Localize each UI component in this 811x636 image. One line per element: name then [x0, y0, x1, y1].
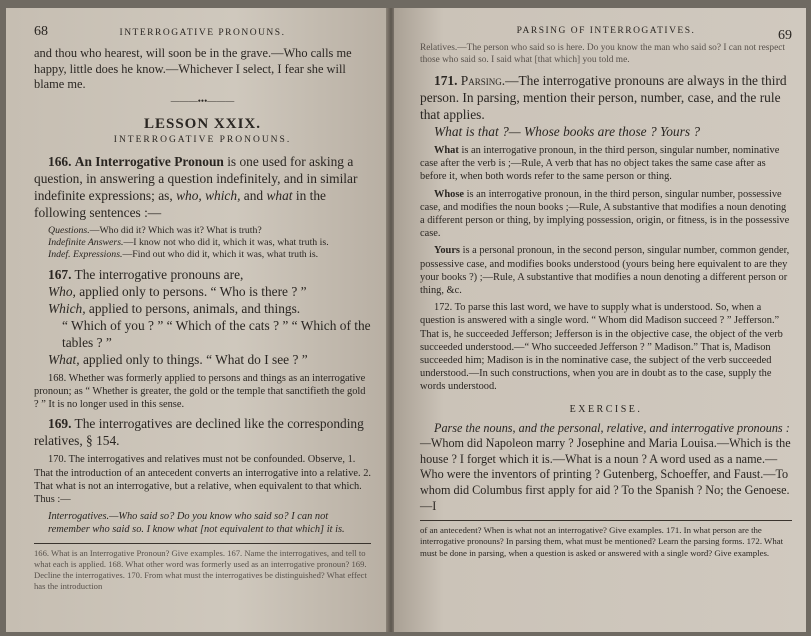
section-171: 171. Parsing.—The interrogative pronouns are always in the third person. In parsing, mention their person, number, case, and the rule that applies. — [420, 73, 787, 122]
right-page — [394, 8, 806, 632]
parse-whose: Whose is an interrogative pronoun, in the third person, singular number, possessive case, and modifies the noun books ;—Rule, A substantive that modifies a noun denoting a different person or thing, by implying possession, origin, or fitness, is in the possessive case. — [420, 188, 790, 240]
example-line: Indefinite Answers.—I know not who did it, which it was, what truth is. — [48, 236, 329, 248]
footnote-rule — [34, 543, 371, 544]
intro-line: blame me. — [34, 77, 86, 91]
what-entry: What, applied only to things. “ What do I see ? ” — [48, 351, 308, 367]
exercise-title: EXERCISE. — [569, 403, 643, 415]
section-167: 167. The interrogative pronouns are, — [48, 266, 244, 282]
example-line: Indef. Expressions.—Find out who did it, which it was, what truth is. — [48, 249, 319, 261]
intro-line: happy, little does he know.—Whichever I select, I fear she will — [34, 61, 346, 76]
exercise-text: Parse the nouns, and the personal, relative, and interrogative pronouns :—Whom did Napoleon marry ? Josephine and Maria Louisa.—Which is the house ? I forget which it is.—What is a noun ? A word used as a name.—Who were the inventors of printing ? Gutenberg, Schoeffer, and Faust.—To whom did Columbus first apply for aid ? To the Spanish ? No; the Genoese.—I — [420, 420, 791, 513]
parse-yours: Yours is a personal pronoun, in the second person, singular number, common gender, possessive case, and modifies books understood (yours being here equivalent to are they your books ?) ;—Rule, A substantive that modifies a noun denoting a different person or thing, &c. — [420, 245, 790, 297]
right-page-number: 69 — [778, 28, 792, 43]
parse-what: What is an interrogative pronoun, in the third person, singular number, nominative case after the verb is ;—Rule, A verb that has no object takes the same case after as before it, when both words refer to the same person or thing. — [420, 145, 780, 183]
which-entry: Which, applied to persons, animals, and things. — [48, 300, 301, 316]
left-intro — [34, 46, 371, 93]
example-line: Questions.—Who did it? Which was it? What is truth? — [48, 224, 262, 236]
ornament-divider: ———•••——— — [170, 95, 235, 106]
right-top-text: Relatives.—The person who said so is here. Do you know the man who said so? I can not respect those who said so. I said what [that which] you told me. — [420, 43, 786, 65]
intro-line: and thou who hearest, will soon be in the grave.—Who calls me — [34, 46, 352, 60]
section-168: 168. Whether was formerly applied to persons and things as an interrogative pronoun; as “ Whether is greater, the gold or the temple that sanctifieth the gold ? ” It is no longer used in this sense. — [34, 372, 366, 411]
lesson-subtitle: INTERROGATIVE PRONOUNS. — [113, 134, 292, 145]
right-running-title: PARSING OF INTERROGATIVES. — [516, 26, 696, 36]
left-page-number: 68 — [34, 24, 48, 39]
lesson-title: LESSON XXIX. — [143, 115, 262, 132]
footnote-rule — [420, 520, 792, 521]
section-172: 172. To parse this last word, we have to supply what is understood. So, when a question is answered with a single word. “ Whom did Madison succeed ? ” Jefferson.” That is, he succeeded Jefferson; Jefferson is in the objective case, the object of the verb succeeded understood.—“ Who succeeded Jefferson ? ” Madison.” That is, Madison succeeded him; Madison is in the nominative case, the subject of the verb succeeded understood.—In such constructions, when you are in doubt as to the case, supply the words understood. — [420, 302, 783, 393]
which-examples: “ Which of you ? ” “ Which of the cats ? ” “ Which of the tables ? ” — [62, 317, 371, 350]
left-footnote: 166. What is an Interrogative Pronoun? Give examples. 167. Name the interrogatives, and tell to what each is applied. 168. What other word was formerly used as an interrogative pronoun? 169. Decline the interrogatives. 170. From what must the interrogatives be distinguished? What effect has the introduction — [34, 547, 367, 591]
right-footnote: of an antecedent? When is what not an interrogative? Give examples. 171. In what person are the interrogative pronouns? In parsing them, what must be mentioned? Learn the parsing forms. 172. What must be done in parsing, when a question is asked or answered with a single word? Give examples. — [420, 525, 784, 558]
who-entry: Who, applied only to persons. “ Who is there ? ” — [48, 283, 307, 299]
examples-166 — [48, 225, 371, 262]
left-page — [6, 8, 389, 632]
right-running-head — [420, 26, 792, 43]
left-running-title: INTERROGATIVE PRONOUNS. — [119, 28, 286, 38]
section-169: 169. The interrogatives are declined like the corresponding relatives, § 154. — [34, 416, 364, 449]
section-171-example: What is that ?— Whose books are those ? Yours ? — [434, 124, 701, 139]
section-170-example: Interrogatives.—Who said so? Do you know who said so? I can not remember who said so. I know what [not equivalent to that which] it is. — [48, 511, 345, 536]
section-170: 170. The interrogatives and relatives must not be confounded. Observe, 1. That the introduction of an antecedent converts an interrogative into a relative. 2. That what is not an interrogative, but a relative, when equivalent to that which. Thus :— — [34, 454, 371, 505]
left-running-head — [34, 24, 371, 40]
section-166: 166. An Interrogative Pronoun is one used for asking a question, in answering a question indefinitely, and in similar indefinite expressions; as, who, which, and what in the following sentences :— — [34, 153, 358, 220]
